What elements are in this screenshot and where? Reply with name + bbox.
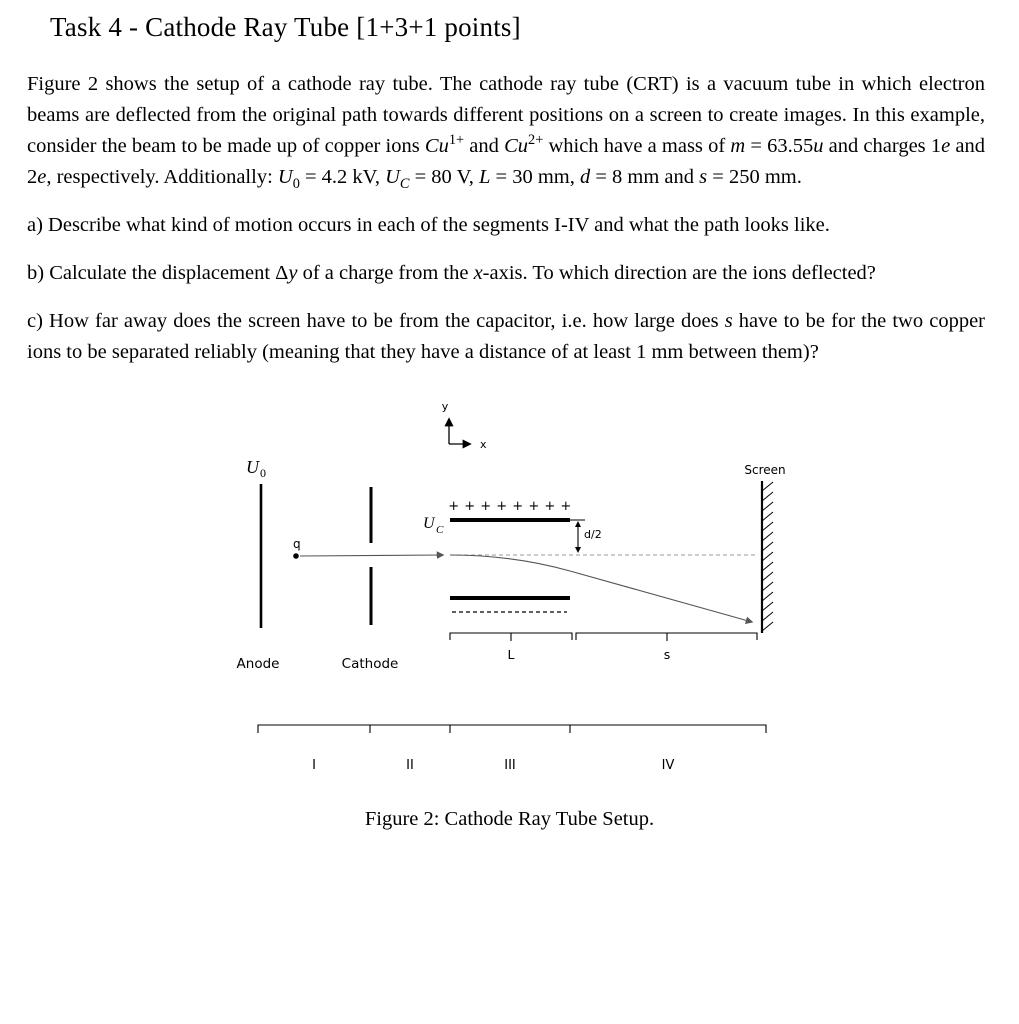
d-gap-label: d/2	[584, 528, 602, 541]
plus-charges-row: + + + + + + + +	[448, 499, 572, 514]
x-axis-label: x	[480, 438, 487, 451]
cathode-label: Cathode	[341, 656, 399, 672]
l-bracket	[450, 633, 572, 641]
y-axis-label: y	[441, 400, 449, 413]
page-title: Task 4 - Cathode Ray Tube [1+3+1 points]	[50, 12, 521, 42]
segment-label-3: III	[504, 758, 516, 773]
intro-paragraph: Figure 2 shows the setup of a cathode ray tube. The cathode ray tube (CRT) is a vacuum tube in which electron beams are deflected from the original path towards different positions on a screen to create images. In this example, consider the beam to be made up of copper ions $Cu^{1+}$ and $Cu^{2+}$ which have a mass of m = 63.55u and charges 1e and 2e, respectively. Additionally: $U_0 = 4.2$ kV, $U_C = 80$ V, L = 30 mm, d = 8 mm and s = 250 mm.	[27, 73, 985, 193]
u0-base: U	[246, 457, 259, 477]
beam-line	[300, 555, 443, 556]
figure-caption: Figure 2: Cathode Ray Tube Setup.	[364, 808, 655, 830]
segment-ruler	[258, 725, 766, 733]
uc-subscript: C	[436, 524, 444, 536]
crt-diagram	[0, 388, 1019, 786]
segment-label-1: I	[312, 758, 316, 773]
u0-subscript: 0	[260, 466, 266, 480]
coordinate-axes	[442, 400, 487, 451]
plate-length-label: L	[507, 647, 515, 662]
charge-dot	[293, 553, 299, 559]
crt-figure	[0, 388, 1019, 831]
d-gap-arrow	[575, 521, 581, 553]
uc-label	[423, 515, 444, 536]
d-gap-arrowhead-down	[575, 547, 581, 553]
anode-label: Anode	[236, 656, 280, 672]
s-bracket	[576, 633, 757, 641]
screen-distance-label: s	[663, 647, 671, 662]
question-b: b) Calculate the displacement Δy of a charge from the x-axis. To which direction are the ions deflected?	[27, 262, 876, 284]
uc-base: U	[423, 515, 435, 532]
segment-label-4: IV	[661, 758, 675, 773]
d-gap-arrowhead-up	[575, 521, 581, 527]
question-c: c) How far away does the screen have to be from the capacitor, i.e. how large does s have to be for the two copper ions to be separated reliably (meaning that they have a distance of at least 1 mm between them)?	[27, 310, 985, 363]
u0-label	[246, 457, 266, 480]
charge-label: q	[293, 537, 301, 551]
screen-hatching	[762, 482, 773, 631]
segment-label-2: II	[406, 758, 414, 773]
question-a: a) Describe what kind of motion occurs in each of the segments I-IV and what the path looks like.	[27, 214, 830, 236]
screen-label: Screen	[744, 463, 786, 477]
